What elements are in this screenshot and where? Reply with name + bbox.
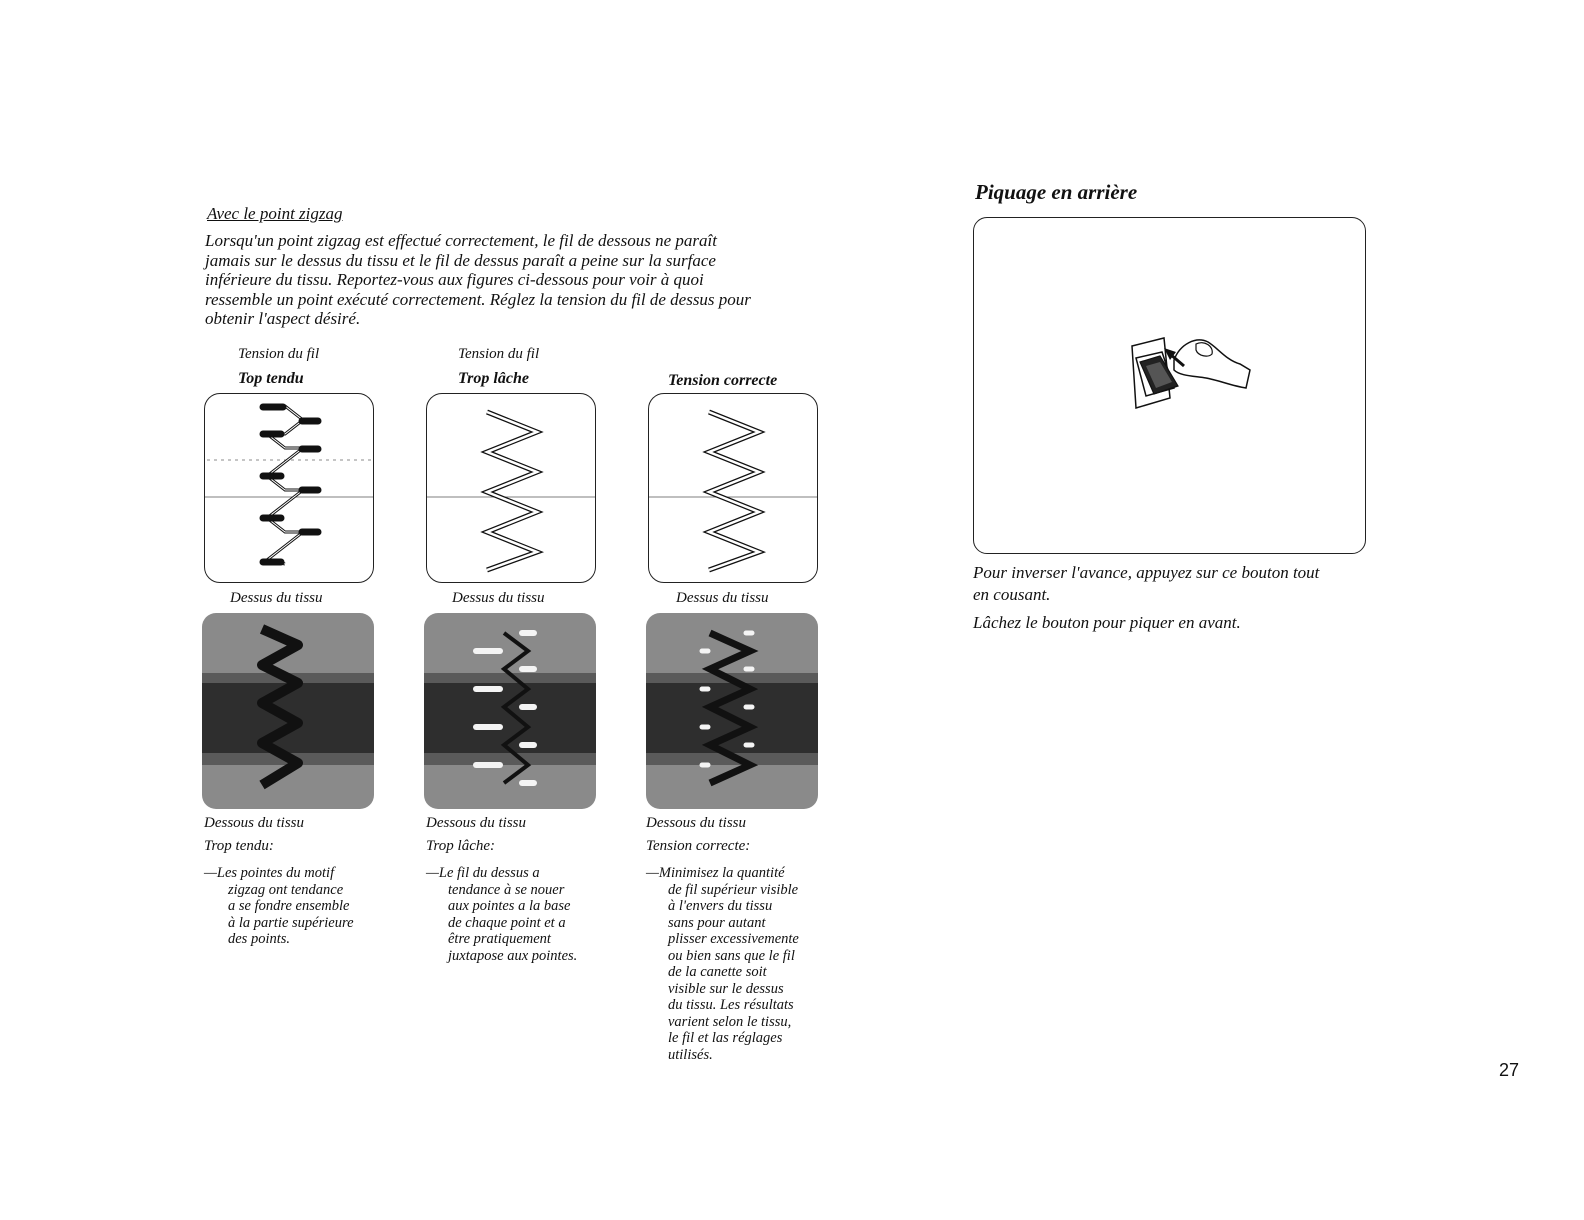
col2-top-stitch-figure [426, 393, 596, 583]
col1-caption-top: Tension du fil [238, 346, 320, 362]
right-section-title: Piquage en arrière [975, 180, 1138, 204]
col3-upper-label: Dessus du tissu [676, 590, 769, 606]
intro-line: jamais sur le dessus du tissu et le fil de dessus paraît a peine sur la surface [205, 250, 716, 270]
para-line: Pour inverser l'avance, appuyez sur ce bouton tout [973, 563, 1320, 582]
col2-description [426, 865, 577, 964]
desc-line: sans pour autant [668, 914, 766, 931]
desc-line: des points. [228, 931, 291, 947]
intro-line: Lorsqu'un point zigzag est effectué correctement, le fil de dessous ne paraît [205, 231, 717, 250]
intro-line: ressemble un point exécuté correctement. Réglez la tension du fil de dessus pour [205, 289, 751, 309]
right-paragraph-2: Lâchez le bouton pour piquer en avant. [973, 613, 1241, 632]
desc-line: —Minimisez la quantité [646, 865, 785, 881]
page-number: 27 [1499, 1060, 1520, 1080]
desc-line: ou bien sans que le fil [668, 947, 795, 964]
desc-line: varient selon le tissu, [668, 1013, 792, 1030]
desc-line: à l'envers du tissu [668, 898, 773, 914]
col3-description [646, 865, 799, 1063]
right-paragraph-1 [973, 562, 1373, 606]
col1-description [204, 865, 354, 948]
col3-fabric-underside-figure [646, 613, 818, 809]
col1-caption-bold: Top tendu [238, 370, 304, 387]
desc-line: —Les pointes du motif [204, 865, 335, 881]
col1-result-label: Trop tendu: [204, 838, 274, 854]
desc-line: juxtapose aux pointes. [448, 947, 578, 964]
col2-result-label: Trop lâche: [426, 838, 496, 854]
col1-top-stitch-figure [204, 393, 374, 583]
desc-line: tendance à se nouer [448, 881, 565, 898]
col1-fabric-underside-figure [202, 613, 374, 809]
desc-line: de fil supérieur visible [668, 881, 799, 898]
desc-line: zigzag ont tendance [228, 881, 344, 898]
col2-lower-label: Dessous du tissu [426, 815, 527, 831]
intro-line: inférieure du tissu. Reportez-vous aux figures ci-dessous pour voir à quoi [205, 270, 704, 289]
desc-line: plisser excessivemente [668, 931, 799, 947]
desc-line: à la partie supérieure [228, 914, 354, 931]
desc-line: utilisés. [668, 1046, 713, 1063]
col2-upper-label: Dessus du tissu [452, 590, 545, 606]
col3-lower-label: Dessous du tissu [646, 815, 747, 831]
col1-lower-label: Dessous du tissu [204, 815, 305, 831]
col1-upper-label: Dessus du tissu [230, 590, 323, 606]
para-line: en cousant. [973, 585, 1051, 604]
desc-line: visible sur le dessus [668, 980, 784, 997]
col2-caption-bold: Trop lâche [458, 370, 529, 387]
desc-line: du tissu. Les résultats [668, 997, 794, 1013]
desc-line: être pratiquement [448, 931, 551, 947]
col2-caption-top: Tension du fil [458, 346, 540, 362]
desc-line: aux pointes a la base [448, 898, 571, 914]
col3-result-label: Tension correcte: [646, 838, 751, 854]
desc-line: de la canette soit [668, 964, 767, 980]
desc-line: de chaque point et a [448, 914, 566, 931]
intro-line: obtenir l'aspect désiré. [205, 309, 361, 328]
desc-line: a se fondre ensemble [228, 898, 350, 914]
desc-line: —Le fil du dessus a [426, 865, 540, 881]
intro-paragraph [205, 231, 823, 329]
col3-top-stitch-figure [648, 393, 818, 583]
col3-caption-bold: Tension correcte [668, 372, 778, 389]
reverse-button-figure [973, 217, 1366, 554]
section-heading: Avec le point zigzag [207, 204, 343, 223]
desc-line: le fil et las réglages [668, 1030, 783, 1046]
col2-fabric-underside-figure [424, 613, 596, 809]
finger-pressing-button-illustration [974, 218, 1364, 552]
